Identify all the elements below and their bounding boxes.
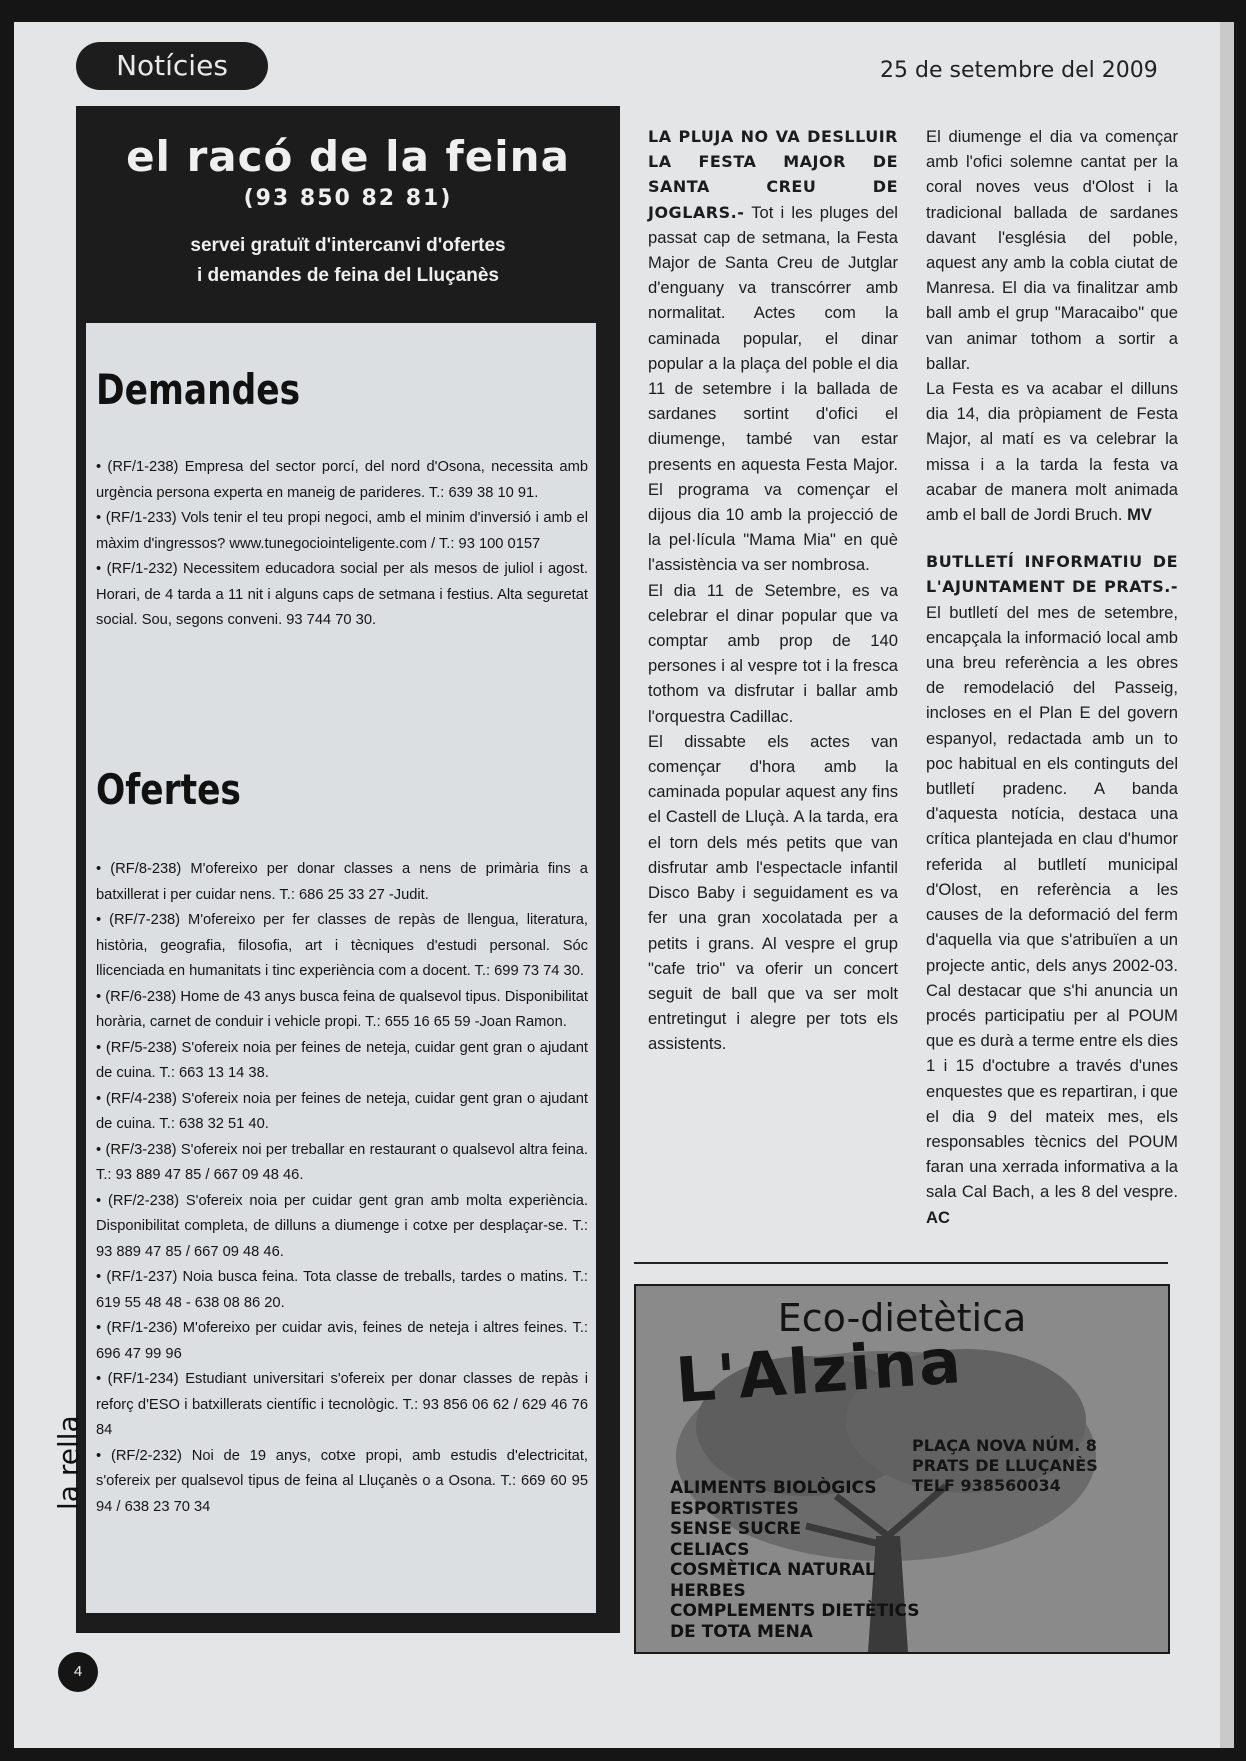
article-spacer xyxy=(926,527,1178,549)
ad-address-line1: PLAÇA NOVA NÚM. 8 xyxy=(912,1436,1097,1455)
list-item: • (RF/2-238) S'ofereix noia per cuidar gent gran amb molta experiència. Disponibilitat completa, de dilluns a diumenge i cotxe per desplaçar-se. T.: 93 889 47 85 / 667 09 48 46. xyxy=(96,1189,588,1266)
jobs-box-title: el racó de la feina xyxy=(126,132,570,181)
advertisement xyxy=(634,1284,1170,1654)
ad-product: ALIMENTS BIOLÒGICS xyxy=(670,1478,877,1498)
page-number: 4 xyxy=(58,1652,98,1692)
ad-title: Eco-dietètica xyxy=(777,1296,1027,1340)
article-santa-creu-col2 xyxy=(926,124,1178,1230)
article-signature: MV xyxy=(1127,505,1152,525)
ad-product: HERBES xyxy=(670,1580,746,1601)
ad-product: COMPLEMENTS DIETÈTICS xyxy=(670,1601,920,1621)
list-item: • (RF/1-234) Estudiant universitari s'ofereix per donar classes de repàs i reforç d'ESO i batxillerats científic i tecnològic. T.: 93 856 06 62 / 629 46 76 84 xyxy=(96,1367,588,1444)
article-headline: BUTLLETÍ INFORMATIU DE L'AJUNTAMENT DE PRATS.- xyxy=(926,552,1178,597)
list-item: • (RF/1-237) Noia busca feina. Tota classe de treballs, tardes o matins. T.: 619 55 48 48 - 638 08 86 20. xyxy=(96,1265,588,1316)
magazine-name: la rella xyxy=(52,1415,85,1510)
issue-date: 25 de setembre del 2009 xyxy=(880,58,1158,83)
jobs-box-listings xyxy=(86,323,596,1613)
ad-products xyxy=(670,1478,919,1642)
article-santa-creu-col1-end xyxy=(648,1150,898,1250)
ofertes-list xyxy=(96,857,588,1520)
jobs-box-phone: (93 850 82 81) xyxy=(243,186,453,211)
list-item: • (RF/2-232) Noi de 19 anys, cotxe propi, amb estudis d'electricitat, s'ofereix per qualsevol tipus de feina al Lluçanès o a Osona. T.: 669 60 95 94 / 638 23 70 34 xyxy=(96,1444,588,1521)
ofertes-title: Ofertes xyxy=(96,765,241,814)
ad-product: DE TOTA MENA xyxy=(670,1621,813,1642)
jobs-box-subtitle xyxy=(76,231,620,291)
jobs-box-header xyxy=(76,106,620,323)
ad-product: SENSE SUCRE xyxy=(670,1519,802,1539)
column-divider xyxy=(634,1262,1168,1264)
page-edge xyxy=(1220,22,1234,1748)
list-item: • (RF/6-238) Home de 43 anys busca feina de qualsevol tipus. Disponibilitat horària, carnet de conduir i vehicle propi. T.: 655 16 65 59 -Joan Ramon. xyxy=(96,985,588,1036)
article-santa-creu-col1 xyxy=(648,124,898,1057)
list-item: • (RF/1-233) Vols tenir el teu propi negoci, amb el minim d'inversió i amb el màxim d'ingressos? www.tunegociointeligente.com / T.: 93 100 0157 xyxy=(96,506,588,557)
jobs-box-subtitle-line1: servei gratuït d'intercanvi d'ofertes xyxy=(190,235,506,256)
demandes-list xyxy=(96,455,588,634)
ad-shop-name: L'Alzina xyxy=(673,1324,965,1417)
ad-phone: TELF 938560034 xyxy=(912,1476,1061,1495)
article-paragraph xyxy=(926,376,1178,527)
jobs-box xyxy=(76,106,620,1633)
article-paragraph: El dissabte els actes van començar d'hora amb la caminada popular aquest any fins el Castell de Lluçà. A la tarda, era el torn dels més petits que van disfrutar amb l'espectacle infantil Disco Baby i seguidament es va fer una gran xocolatada per a petits i grans. Al vespre el grup "cafe trio" va oferir un concert seguit de ball que va ser molt entretingut i alegre per tots els assistents. xyxy=(648,731,898,1054)
list-item: • (RF/4-238) S'ofereix noia per feines de neteja, cuidar gent gran o ajudant de cuina. T.: 638 32 51 40. xyxy=(96,1087,588,1138)
article-text: La Festa es va acabar el dilluns dia 14, dia pròpiament de Festa Major, al matí es va celebrar la missa i a la tarda la festa va acabar de manera molt animada amb el ball de Jordi Bruch. xyxy=(926,379,1178,525)
article-paragraph xyxy=(926,549,1178,1229)
article-paragraph xyxy=(648,124,898,578)
list-item: • (RF/8-238) M'ofereixo per donar classes a nens de primària fins a batxillerat i per cuidar nens. T.: 686 25 33 27 -Judit. xyxy=(96,857,588,908)
list-item: • (RF/3-238) S'ofereix noi per treballar en restaurant o qualsevol altra feina. T.: 93 889 47 85 / 667 09 48 46. xyxy=(96,1138,588,1189)
list-item: • (RF/7-238) M'ofereixo per fer classes de repàs de llengua, literatura, història, geografia, filosofia, art i tècniques d'estudi personal. Sóc llicenciada en humanitats i tinc experiència com a docent. T.: 699 73 74 30. xyxy=(96,908,588,985)
section-label: Notícies xyxy=(76,42,268,90)
article-headline: LA PLUJA NO VA DESLLUIR LA FESTA MAJOR DE SANTA CREU DE JOGLARS.- xyxy=(648,127,898,222)
demandes-title: Demandes xyxy=(96,365,301,414)
article-signature: AC xyxy=(926,1207,950,1227)
article-paragraph: El dia 11 de Setembre, es va celebrar el dinar popular que va comptar amb prop de 140 persones i al vespre tot i la fresca tothom va disfrutar i ballar amb l'orquestra Cadillac. xyxy=(648,580,898,726)
list-item: • (RF/1-238) Empresa del sector porcí, del nord d'Osona, necessita amb urgència persona experta en maneig de parideres. T.: 639 38 10 91. xyxy=(96,455,588,506)
jobs-box-subtitle-line2: i demandes de feina del Lluçanès xyxy=(197,265,499,286)
list-item: • (RF/1-232) Necessitem educadora social per als mesos de juliol i agost. Horari, de 4 tarda a 11 nit i alguns caps de setmana i festius. Alta seguretat social. Sou, segons conveni. 93 744 70 30. xyxy=(96,557,588,634)
ad-product: COSMÈTICA NATURAL xyxy=(670,1560,876,1580)
ad-product: CELIACS xyxy=(670,1539,750,1560)
article-text: El butlletí del mes de setembre, encapçala la informació local amb una breu referència a les obres de remodelació del Passeig, incloses en el Plan E del govern espanyol, redactada amb un to poc habitual en els continguts del butlletí pradenc. A banda d'aquesta notícia, destaca una crítica plantejada en clau d'humor referida al butlletí municipal d'Olost, en referència a les causes de la deformació del ferm d'aquella via que s'atribuïen a un projecte antic, dels anys 2002-03. Cal destacar que s'hi anuncia un procés participatiu per al POUM que es durà a terme entre els dies 1 i 15 d'octubre a través d'unes enquestes que es repartiran, i que el dia 9 del mateix mes, els responsables tècnics del POUM faran una xerrada informativa a la sala Cal Bach, a les 8 del vespre. xyxy=(926,602,1178,1202)
ad-product: ESPORTISTES xyxy=(670,1498,799,1519)
list-item: • (RF/5-238) S'ofereix noia per feines de neteja, cuidar gent gran o ajudant de cuina. T.: 663 13 14 38. xyxy=(96,1036,588,1087)
article-paragraph: El diumenge el dia va començar amb l'ofici solemne cantat per la coral noves veus d'Olost i la tradicional ballada de sardanes davant l'església del poble, aquest any amb la cobla ciutat de Manresa. El dia va finalitzar amb ball amb el grup "Maracaibo" que van animar tothom a sortir a ballar. xyxy=(926,127,1178,373)
list-item: • (RF/1-236) M'ofereixo per cuidar avis, feines de neteja i altres feines. T.: 696 47 99 96 xyxy=(96,1316,588,1367)
ad-address xyxy=(912,1436,1098,1496)
ad-address-line2: PRATS DE LLUÇANÈS xyxy=(912,1456,1098,1475)
article-text: Tot i les pluges del passat cap de setmana, la Festa Major de Santa Creu de Jutglar d'enguany va transcórrer amb normalitat. Actes com la caminada popular, el dinar popular a la plaça del poble el dia 11 de setembre i la ballada de sardanes sortint d'ofici el diumenge, també van estar presents en aquesta Festa Major. El programa va començar el dijous dia 10 amb la projecció de la pel·lícula "Mama Mia" en què l'assistència va ser nombrosa. xyxy=(648,202,898,575)
